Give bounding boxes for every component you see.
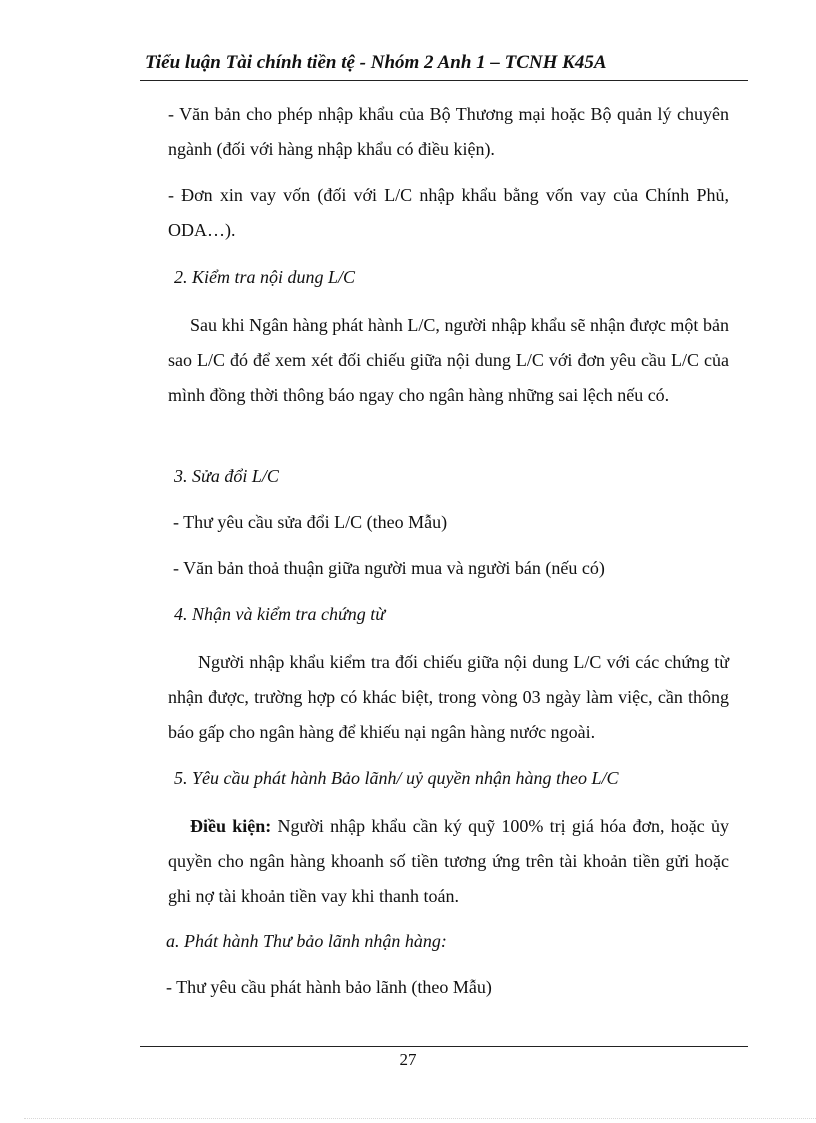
page-number: 27 xyxy=(399,1050,417,1069)
subsection-heading-a: a. Phát hành Thư bảo lãnh nhận hàng: xyxy=(166,931,447,951)
condition-label: Điều kiện: xyxy=(190,816,272,836)
section-heading-3: 3. Sửa đổi L/C xyxy=(174,466,279,486)
section-heading-5: 5. Yêu cầu phát hành Bảo lãnh/ uỷ quyền nhận hàng theo L/C xyxy=(174,768,619,788)
running-header-title: Tiểu luận Tài chính tiền tệ - Nhóm 2 Anh 1 – TCNH K45A xyxy=(145,52,607,73)
list-item-agreement: - Văn bản thoả thuận giữa người mua và người bán (nếu có) xyxy=(173,558,605,578)
section-heading-2: 2. Kiểm tra nội dung L/C xyxy=(174,267,356,287)
paragraph-import-license: - Văn bản cho phép nhập khẩu của Bộ Thương mại hoặc Bộ quản lý chuyên ngành (đối với hàng nhập khẩu có điều kiện). xyxy=(168,104,729,159)
header-divider xyxy=(140,80,748,81)
page-edge-divider xyxy=(24,1118,816,1119)
paragraph-loan-application: - Đơn xin vay vốn (đối với L/C nhập khẩu bằng vốn vay của Chính Phủ, ODA…). xyxy=(168,185,729,240)
list-item-amend-request: - Thư yêu cầu sửa đổi L/C (theo Mẫu) xyxy=(173,512,448,532)
list-item-guarantee-request: - Thư yêu cầu phát hành bảo lãnh (theo Mẫu) xyxy=(166,977,492,997)
paragraph-check-documents: Người nhập khẩu kiểm tra đối chiếu giữa nội dung L/C với các chứng từ nhận được, trường hợp có khác biệt, trong vòng 03 ngày làm việc, cần thông báo gấp cho ngân hàng để khiếu nại ngân hàng nước ngoài. xyxy=(168,652,729,742)
paragraph-conditions xyxy=(168,809,729,914)
paragraph-check-lc: Sau khi Ngân hàng phát hành L/C, người nhập khẩu sẽ nhận được một bản sao L/C đó để xem xét đối chiếu giữa nội dung L/C với đơn yêu cầu L/C của mình đồng thời thông báo ngay cho ngân hàng những sai lệch nếu có. xyxy=(168,315,729,405)
condition-text: Người nhập khẩu cần ký quỹ 100% trị giá hóa đơn, hoặc ủy quyền cho ngân hàng khoanh số tiền tương ứng trên tài khoản tiền gửi hoặc ghi nợ tài khoản tiền vay khi thanh toán. xyxy=(168,816,729,906)
footer-divider xyxy=(140,1046,748,1047)
section-heading-4: 4. Nhận và kiểm tra chứng từ xyxy=(174,604,386,624)
